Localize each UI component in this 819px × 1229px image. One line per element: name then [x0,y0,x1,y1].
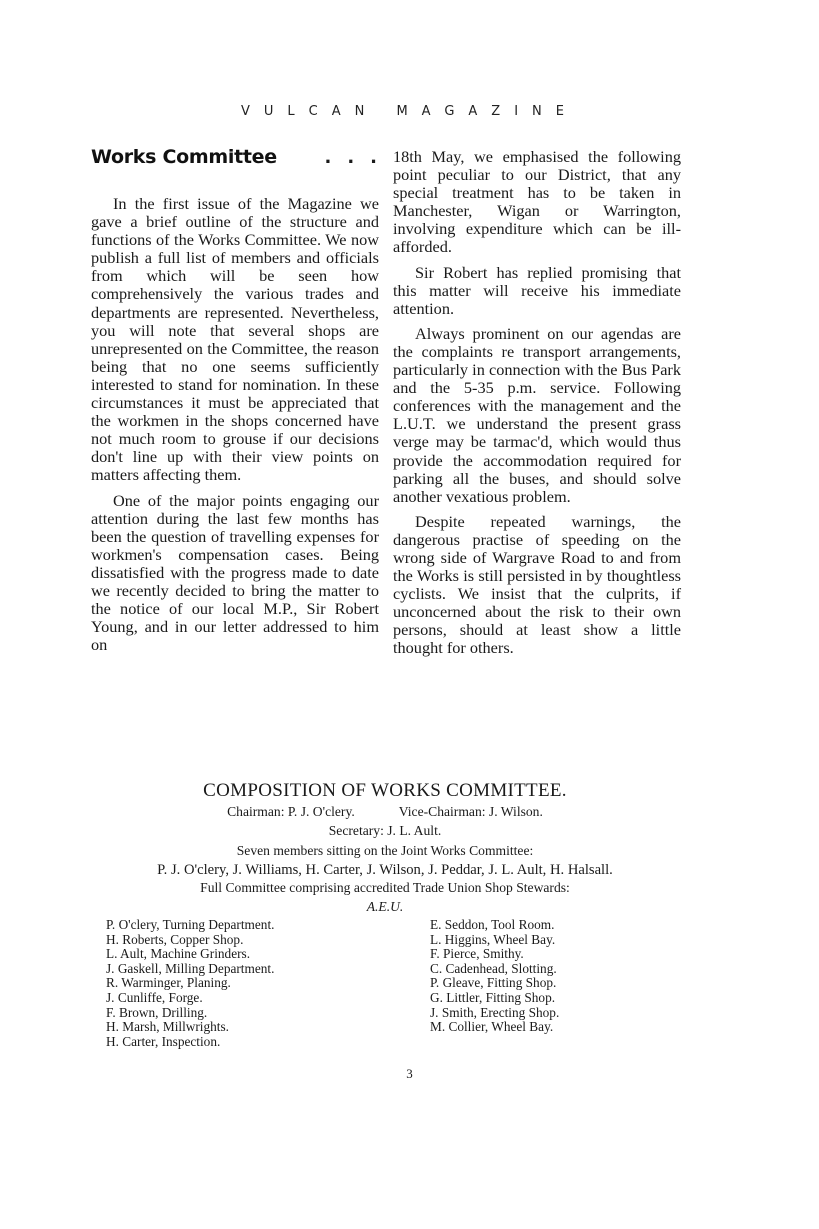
list-item: J. Gaskell, Milling Department. [106,960,275,976]
article-paragraph: Despite repeated warnings, the dangerous practise of speeding on the wrong side of Wargrave Road to and from the Works is still persisted in by thoughtless cyclists. We insist that the culprits, if unconcerned about the risk to their own persons, should at least show a little thought for others. [393,511,681,658]
list-item: F. Brown, Drilling. [106,1004,208,1020]
list-item: E. Seddon, Tool Room. [430,917,555,932]
joint-committee-members: P. J. O'clery, J. Williams, H. Carter, J. Wilson, J. Peddar, J. L. Ault, H. Halsall. [157,861,613,878]
list-item: H. Marsh, Millwrights. [106,1019,229,1035]
committee-composition [80,780,690,916]
list-item: H. Carter, Inspection. [106,1033,221,1049]
article-paragraph: One of the major points engaging our attention during the last few months has been the question of travelling expenses for workmen's compensation cases. Being dissatisfied with the progress made to date we recently decided to bring the matter to the notice of our local M.P., Sir Robert Young, and in our letter addressed to him on [91,490,379,655]
stewards-list-left [106,918,274,1049]
article-paragraph: In the first issue of the Magazine we gave a brief outline of the structure and functions of the Works Committee. We now publish a full list of members and officials from which will be seen how comprehensively the various trades and departments are represented. Nevertheless, you will note that several shops are unrepresented on the Committee, the reason being that no one seems sufficiently interested to stand for nomination. In these circumstances it must be appreciated that the workmen in the shops concerned have not much room to grouse if our decisions don't line up with their view points on matters affecting them. [91,194,379,485]
article-paragraph-continued: 18th May, we emphasised the following point peculiar to our District, that any special treatment has to be taken in Manchester, Wigan or Warrington, involving expenditure which can be ill-afforded. [393,147,681,257]
page-number: 3 [406,1066,413,1081]
title-leader-dots: ... [324,147,393,168]
list-item: G. Littler, Fitting Shop. [430,989,556,1005]
full-committee-heading: Full Committee comprising accredited Trade Union Shop Stewards: [200,880,570,895]
list-item: M. Collier, Wheel Bay. [430,1019,554,1035]
list-item: J. Cunliffe, Forge. [106,989,203,1005]
list-item: L. Higgins, Wheel Bay. [430,931,556,947]
article-right-column [393,148,681,665]
list-item: F. Pierce, Smithy. [430,946,524,962]
running-head: VULCAN MAGAZINE [240,104,578,119]
list-item: J. Smith, Erecting Shop. [430,1004,560,1020]
list-item: R. Warminger, Planing. [106,975,231,991]
secretary: Secretary: J. L. Ault. [328,822,442,838]
officers-line [80,803,690,822]
union-name: A.E.U. [366,898,404,914]
article-paragraph: Sir Robert has replied promising that this matter will receive his immediate attention. [393,262,681,318]
list-item: P. Gleave, Fitting Shop. [430,975,557,991]
article-left-column [91,146,393,661]
article-paragraph: Always prominent on our agendas are the complaints re transport arrangements, particularly in connection with the Bus Park and the 5-35 p.m. service. Following conferences with the management and the L.U.T. we understand the present grass verge may be tarmac'd, which would thus provide the accommodation required for parking all the buses, and should solve another vexatious problem. [393,323,681,506]
article-title-row [91,146,393,170]
chairman: Chairman: P. J. O'clery. [227,804,355,819]
list-item: H. Roberts, Copper Shop. [106,931,244,947]
article-title: Works Committee [91,146,277,168]
list-item: C. Cadenhead, Slotting. [430,960,557,976]
vice-chairman: Vice-Chairman: J. Wilson. [398,804,543,819]
composition-title: COMPOSITION OF WORKS COMMITTEE. [203,780,567,801]
stewards-list-right [430,918,559,1035]
joint-committee-heading: Seven members sitting on the Joint Works Committee: [236,843,534,858]
list-item: P. O'clery, Turning Department. [106,917,275,932]
list-item: L. Ault, Machine Grinders. [106,946,251,962]
